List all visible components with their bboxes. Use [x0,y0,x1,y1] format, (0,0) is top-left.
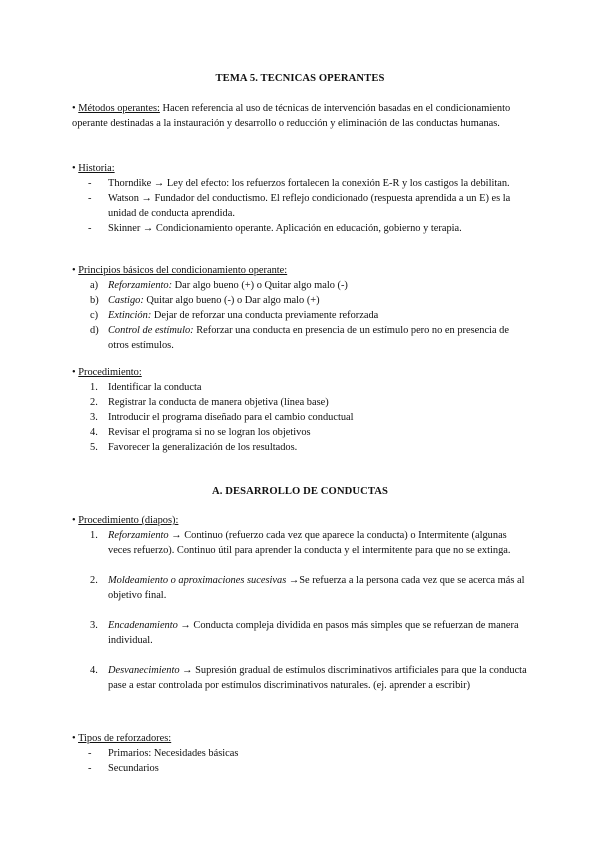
list-item [72,528,532,558]
letter-marker: c) [90,310,99,321]
number-marker: 2. [90,575,98,586]
list-item-text: Favorecer la generalización de los resultados. [108,442,298,453]
list-item [72,761,532,776]
number-marker: 3. [90,620,98,631]
bullet-marker: • [72,367,76,378]
list-item-text: →Se refuerza a la persona cada vez que se acerca más al objetivo final. [108,575,525,601]
list-item [72,746,532,761]
number-marker: 4. [90,427,98,438]
list-item-text: Reforzar una conducta en presencia de un estímulo pero no en presencia de otros estímulos. [108,325,509,351]
bullet-marker: • [72,163,76,174]
term: Extinción: [108,310,152,321]
list-item [72,395,532,410]
list-item-text: Dar algo bueno (+) o Quitar algo malo (-) [172,280,348,291]
section-metodos [72,101,532,131]
section-title: A. DESARROLLO DE CONDUCTAS [211,486,389,497]
section-procedimiento [72,365,532,455]
list-item [72,425,532,440]
section-historia [72,161,532,236]
list-item [72,176,532,191]
list-item-text: Identificar la conducta [108,382,202,393]
term: Reforzamiento [108,530,169,541]
principios-label: Principios básicos del condicionamiento operante: [78,265,288,276]
term: Desvanecimiento [108,665,180,676]
diapos-heading [72,513,532,528]
dash-marker: - [88,748,92,759]
bullet-marker: • [72,103,76,114]
term: Control de estímulo: [108,325,194,336]
dash-marker: - [88,178,92,189]
letter-marker: b) [90,295,99,306]
list-item-text: Registrar la conducta de manera objetiva (línea base) [108,397,329,408]
letter-marker: a) [90,280,99,291]
list-item [72,278,532,293]
list-item [72,323,532,353]
principios-heading [72,263,532,278]
list-item [72,221,532,236]
list-item [72,380,532,395]
number-marker: 4. [90,665,98,676]
dash-marker: - [88,193,92,204]
list-item-text: → Conducta compleja dividida en pasos más simples que se refuerzan de manera individual. [108,620,519,646]
list-item-text: Watson → Fundador del conductismo. El reflejo condicionado (respuesta aprendida a un E) es la unidad de conducta aprendida. [108,193,511,219]
spacer [72,603,532,618]
section-principios [72,263,532,353]
spacer [72,648,532,663]
historia-heading [72,161,532,176]
list-item [72,191,532,221]
list-item-text: Primarios: Necesidades básicas [108,748,239,759]
spacer [72,558,532,573]
list-item-text: Secundarios [108,763,159,774]
list-item [72,308,532,323]
list-item [72,293,532,308]
metodos-paragraph [72,101,532,131]
number-marker: 5. [90,442,98,453]
list-item-text: Introducir el programa diseñado para el cambio conductual [108,412,354,423]
list-item-text: → Supresión gradual de estímulos discriminativos artificiales para que la conducta pase a estar controlada por estímulos discriminativos naturales. (ej. aprender a escribir) [108,665,527,691]
bullet-marker: • [72,265,76,276]
term: Castigo: [108,295,144,306]
bullet-marker: • [72,733,76,744]
term: Reforzamiento: [108,280,173,291]
list-item-text: Skinner → Condicionamiento operante. Aplicación en educación, gobierno y terapia. [108,223,462,234]
list-item [72,410,532,425]
metodos-text: Hacen referencia al uso de técnicas de intervención basadas en el condicionamiento operante destinadas a la instauración y desarrollo o reducción y eliminación de las conductas humanas. [72,103,511,129]
list-item-text: → Continuo (refuerzo cada vez que aparece la conducta) o Intermitente (algunas veces refuerzo). Continuo útil para aprender la conducta y el intermitente para que no se extinga. [108,530,511,556]
procedimiento-label: Procedimiento: [78,367,142,378]
historia-label: Historia: [78,163,115,174]
section-diapos [72,513,532,693]
number-marker: 2. [90,397,98,408]
term: Moldeamiento o aproximaciones sucesivas [108,575,287,586]
procedimiento-heading [72,365,532,380]
dash-marker: - [88,763,92,774]
list-item [72,573,532,603]
bullet-marker: • [72,515,76,526]
list-item [72,440,532,455]
list-item-text: Dejar de reforzar una conducta previamente reforzada [151,310,379,321]
term: Encadenamiento [108,620,178,631]
list-item-text: Quitar algo bueno (-) o Dar algo malo (+) [143,295,320,306]
list-item [72,618,532,648]
diapos-label: Procedimiento (diapos): [78,515,179,526]
section-tipos [72,731,532,776]
tipos-label: Tipos de reforzadores: [78,733,172,744]
list-item-text: Thorndike → Ley del efecto: los refuerzos fortalecen la conexión E-R y los castigos la debilitan. [108,178,510,189]
tipos-heading [72,731,532,746]
number-marker: 3. [90,412,98,423]
page-title: TEMA 5. TECNICAS OPERANTES [215,73,385,84]
number-marker: 1. [90,530,98,541]
list-item [72,663,532,693]
list-item-text: Revisar el programa si no se logran los objetivos [108,427,311,438]
dash-marker: - [88,223,92,234]
number-marker: 1. [90,382,98,393]
metodos-label: Métodos operantes: [78,103,160,114]
letter-marker: d) [90,325,99,336]
